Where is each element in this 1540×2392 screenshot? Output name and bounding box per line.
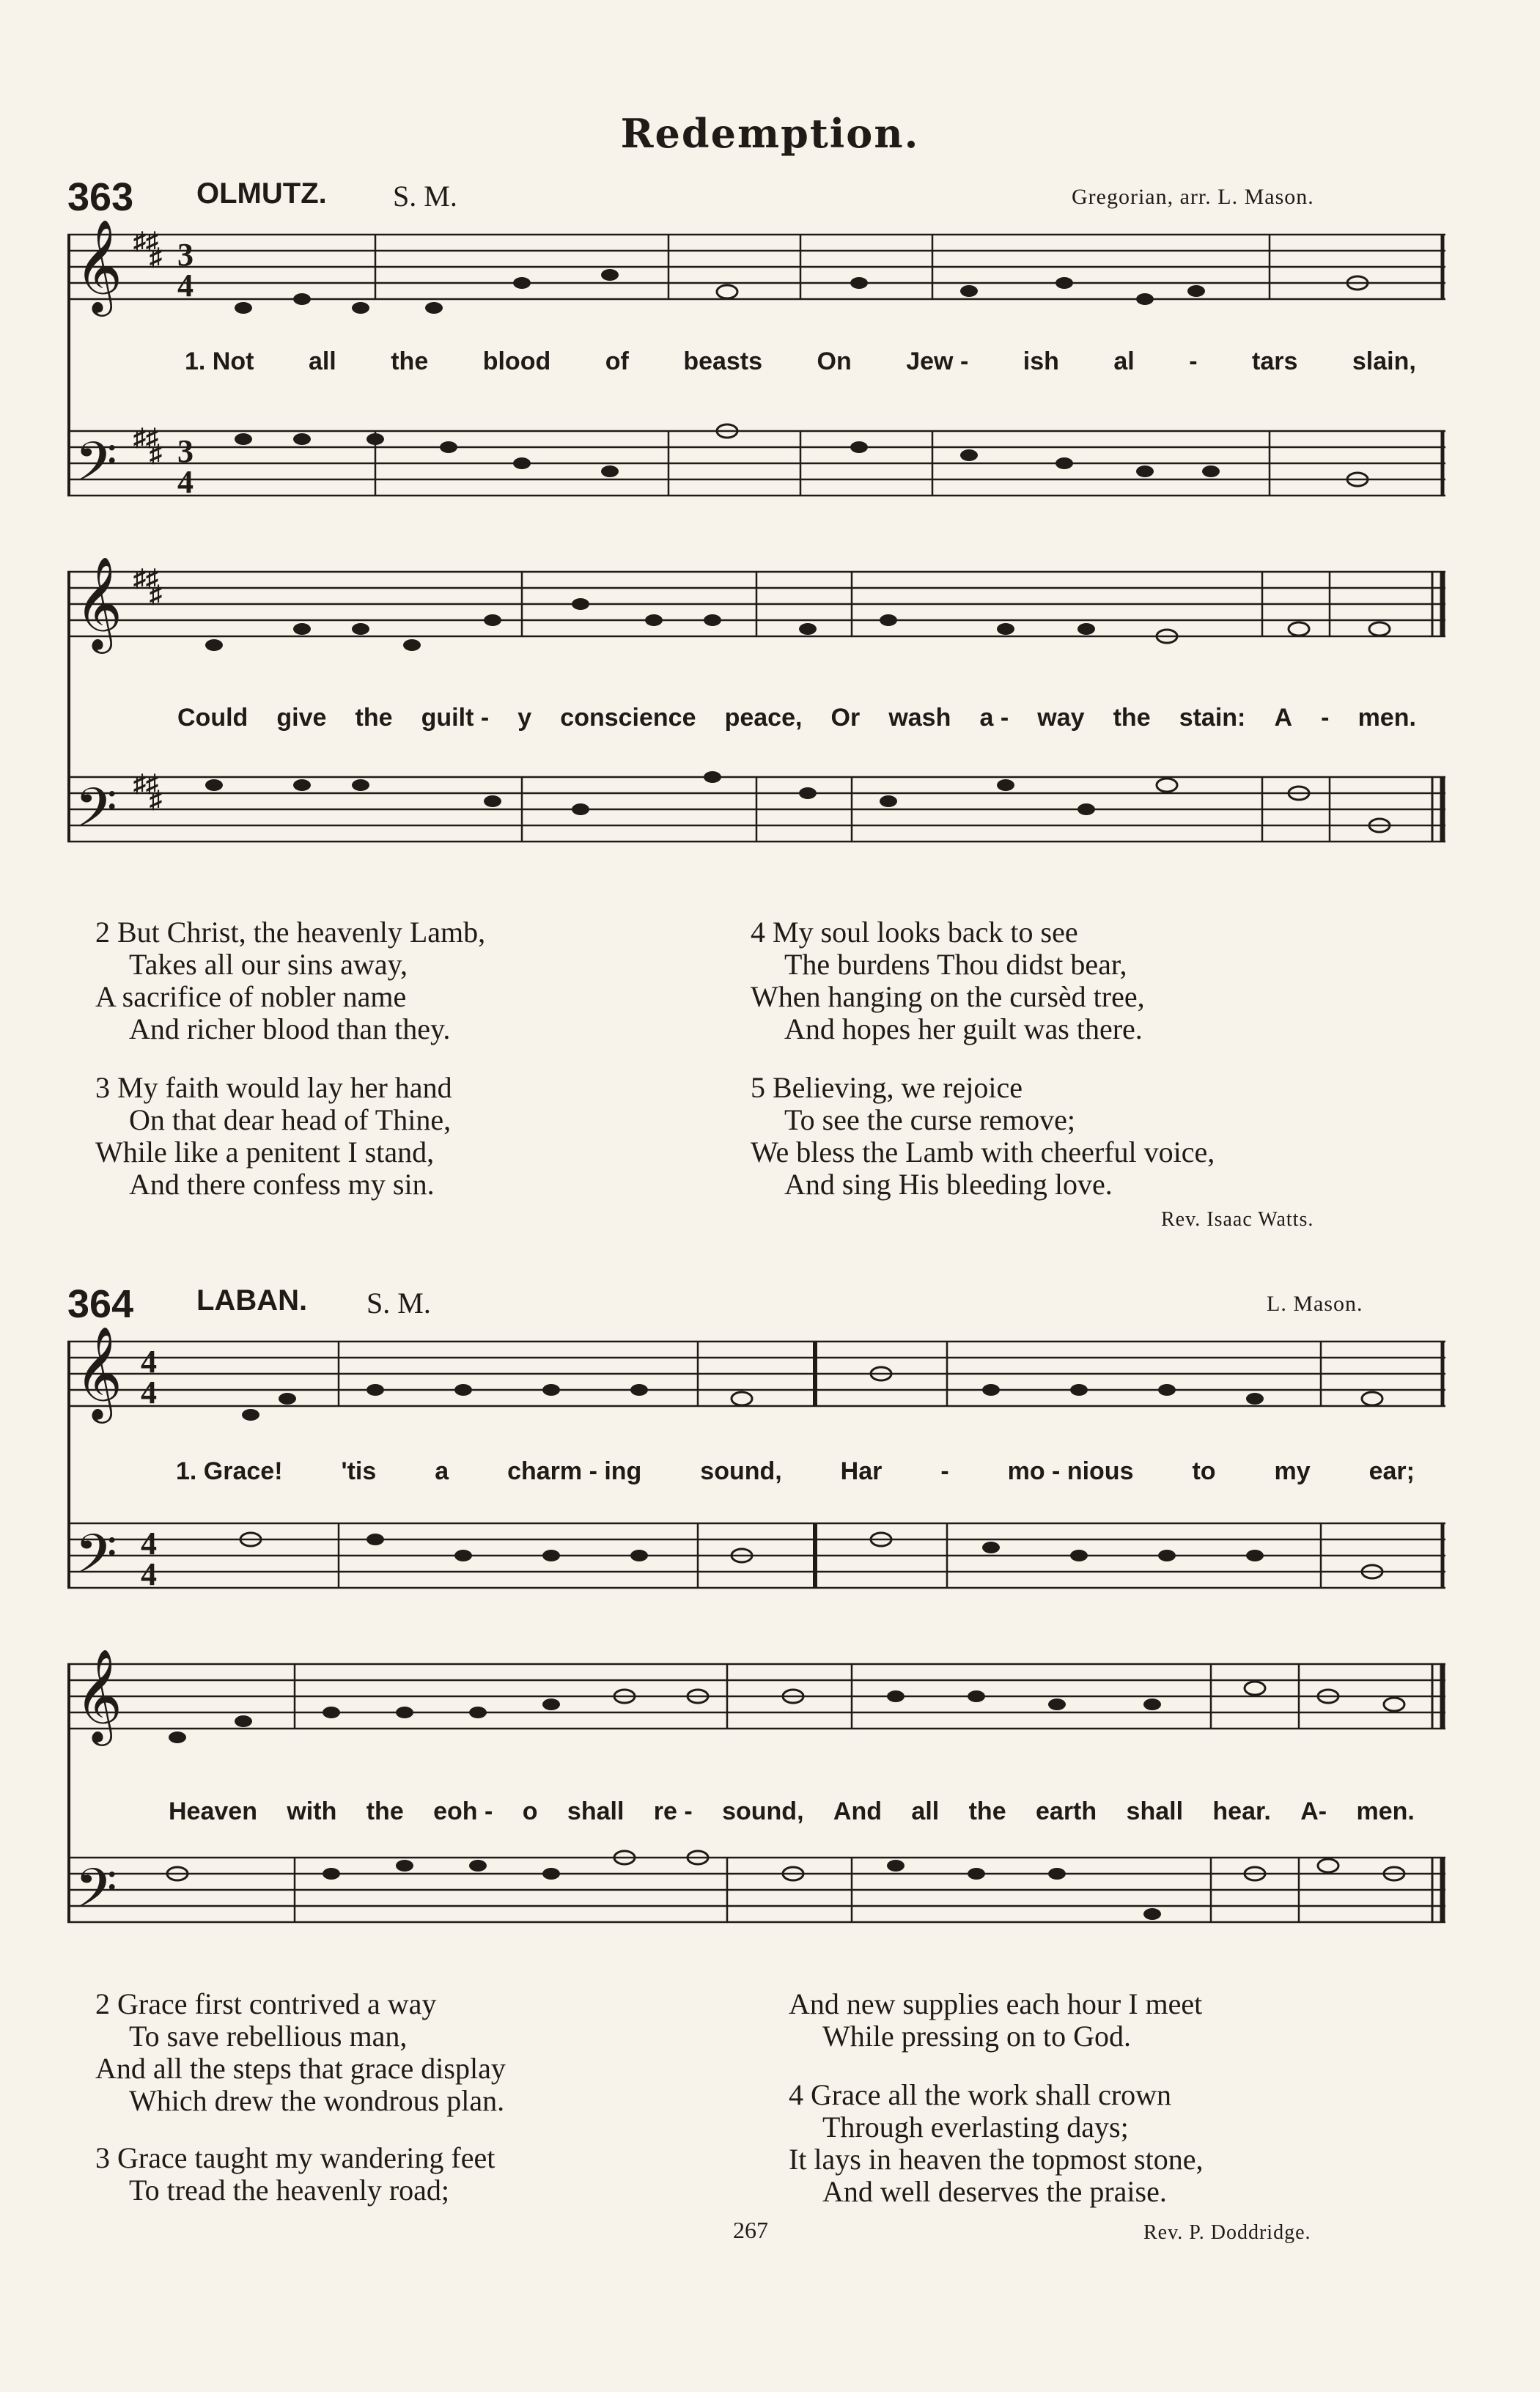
svg-text:3: 3 [177,237,194,273]
verse-line: And all the steps that grace display [95,2052,506,2085]
verse-line: Takes all our sins away, [129,948,408,981]
composer: L. Mason. [1267,1292,1363,1316]
lyric-word: my [1274,1457,1311,1485]
svg-text:♯♯: ♯♯ [133,565,158,592]
lyric-word: ear; [1368,1457,1415,1485]
tune-name: LABAN. [196,1284,308,1317]
lyric-word: beasts [683,347,763,375]
verse-4 [751,916,1145,1045]
verse-line: 4 Grace all the work shall crown [789,2078,1172,2111]
lyric-word: conscience [560,704,696,732]
svg-text:3: 3 [177,433,194,469]
hymn-author: Rev. P. Doddridge. [1143,2221,1311,2244]
music-system-1 [67,220,1445,542]
svg-text:4: 4 [141,1344,157,1380]
tune-name: OLMUTZ. [196,177,327,210]
svg-text:𝄢: 𝄢 [75,1857,117,1934]
verse-line: 3 Grace taught my wandering feet [95,2141,495,2174]
lyric-word: mo - nious [1007,1457,1134,1485]
meter: S. M. [366,1287,431,1320]
lyric-word: a - [979,704,1009,732]
svg-text:𝄞: 𝄞 [75,1327,123,1419]
lyric-word: al [1113,347,1135,375]
lyric-word: a [435,1457,449,1485]
hymn-number: 363 [67,175,134,219]
lyric-word: 1. Not [185,347,254,375]
lyric-word: the [391,347,429,375]
verse-line: Which drew the wondrous plan. [129,2084,505,2117]
lyric-word: all [308,347,336,375]
page-number: 267 [733,2217,768,2243]
lyric-word: 'tis [341,1457,377,1485]
verse-line: And new supplies each hour I meet [789,1987,1203,2020]
lyric-word: stain: [1179,704,1246,732]
verse-line: 3 My faith would lay her hand [95,1071,452,1104]
lyric-word: - [1321,704,1330,732]
svg-text:♯♯: ♯♯ [133,770,158,798]
verse-line: To see the curse remove; [784,1103,1076,1136]
svg-text:𝄞: 𝄞 [75,1649,123,1742]
composer: Gregorian, arr. L. Mason. [1072,185,1314,209]
verse-line: And hopes her guilt was there. [784,1012,1143,1045]
lyric-word: with [287,1797,337,1825]
verse-line: On that dear head of Thine, [129,1103,452,1136]
lyric-word: o [522,1797,538,1825]
verse-line: And richer blood than they. [129,1012,451,1045]
lyric-word: men. [1356,1797,1415,1825]
hymn-author: Rev. Isaac Watts. [1161,1208,1314,1231]
lyric-word: the [968,1797,1006,1825]
lyric-word: shall [1126,1797,1184,1825]
lyric-word: earth [1036,1797,1097,1825]
verse-line: 2 Grace first contrived a way [95,1987,437,2020]
svg-text:𝄞: 𝄞 [75,557,123,649]
lyric-word: Har [840,1457,883,1485]
lyric-word: shall [567,1797,625,1825]
verse-line: 5 Believing, we rejoice [751,1071,1023,1104]
svg-text:4: 4 [177,464,194,500]
lyric-word: men. [1357,704,1416,732]
verse-line: And sing His bleeding love. [784,1168,1113,1201]
lyric-word: wash [888,704,951,732]
lyric-word: all [911,1797,940,1825]
verse-4 [789,2079,1203,2208]
verse-2 [95,916,485,1045]
lyric-word: guilt - [421,704,490,732]
lyric-word: sound, [700,1457,782,1485]
lyric-word: Could [177,704,248,732]
svg-text:𝄢: 𝄢 [75,776,117,853]
lyric-word: blood [482,347,551,375]
svg-text:𝄞: 𝄞 [75,220,123,312]
lyric-word: ish [1023,347,1059,375]
verse-line: And there confess my sin. [129,1168,435,1201]
lyric-word: A [1274,704,1293,732]
svg-text:𝄢: 𝄢 [75,430,117,507]
svg-text:4: 4 [141,1375,157,1410]
verse-line: While like a penitent I stand, [95,1136,435,1169]
lyric-word: And [833,1797,883,1825]
verse-3-continued [789,1988,1202,2053]
lyric-word: Heaven [169,1797,257,1825]
lyrics-line-4 [169,1797,1415,1826]
lyric-word: hear. [1212,1797,1271,1825]
lyric-word: A- [1300,1797,1327,1825]
lyric-word: peace, [724,704,803,732]
lyric-word: give [276,704,327,732]
lyric-word: the [355,704,393,732]
svg-text:♯: ♯ [150,441,162,468]
lyric-word: re - [653,1797,693,1825]
lyrics-line-1 [185,347,1416,376]
lyric-word: slain, [1352,347,1416,375]
lyric-word: Jew - [906,347,969,375]
verse-5 [751,1072,1215,1201]
lyric-word: 1. Grace! [176,1457,283,1485]
verse-line: It lays in heaven the topmost stone, [789,2143,1204,2176]
verse-line: Through everlasting days; [822,2111,1129,2143]
svg-text:♯: ♯ [150,787,162,814]
verse-line: To save rebellious man, [129,2020,408,2053]
lyric-word: the [366,1797,404,1825]
lyric-word: On [817,347,852,375]
verse-2 [95,1988,506,2117]
verse-line: We bless the Lamb with cheerful voice, [751,1136,1215,1169]
lyric-word: eoh - [433,1797,493,1825]
svg-text:4: 4 [177,268,194,303]
svg-text:♯♯: ♯♯ [133,424,158,452]
verse-line: The burdens Thou didst bear, [784,948,1127,981]
verse-line: To tread the heavenly road; [129,2174,450,2207]
lyric-word: to [1192,1457,1216,1485]
svg-text:♯: ♯ [150,581,162,608]
lyric-word: way [1037,704,1085,732]
verse-line: A sacrifice of nobler name [95,980,407,1013]
lyrics-line-2 [177,704,1416,732]
verse-line: 4 My soul looks back to see [751,916,1078,949]
lyric-word: sound, [722,1797,804,1825]
svg-text:4: 4 [141,1526,157,1561]
lyric-word: the [1113,704,1151,732]
lyric-word: y [517,704,532,732]
verse-line: When hanging on the cursèd tree, [751,980,1145,1013]
lyric-word: tars [1252,347,1298,375]
svg-text:♯: ♯ [150,244,162,271]
svg-text:𝄢: 𝄢 [75,1523,117,1600]
lyric-word: of [605,347,629,375]
lyric-word: Or [830,704,861,732]
verse-line: And well deserves the praise. [822,2175,1167,2208]
lyrics-line-3 [176,1457,1415,1486]
lyric-word: - [940,1457,949,1485]
meter: S. M. [393,180,457,213]
lyric-word: - [1189,347,1198,375]
verse-line: While pressing on to God. [822,2020,1132,2053]
verse-3 [95,1072,452,1201]
hymn-number: 364 [67,1282,134,1326]
verse-line: 2 But Christ, the heavenly Lamb, [95,916,486,949]
svg-text:4: 4 [141,1556,157,1592]
lyric-word: charm - ing [507,1457,642,1485]
verse-3 [95,2142,495,2207]
svg-text:♯♯: ♯♯ [133,228,158,255]
page-section-title: Redemption. [620,110,920,157]
